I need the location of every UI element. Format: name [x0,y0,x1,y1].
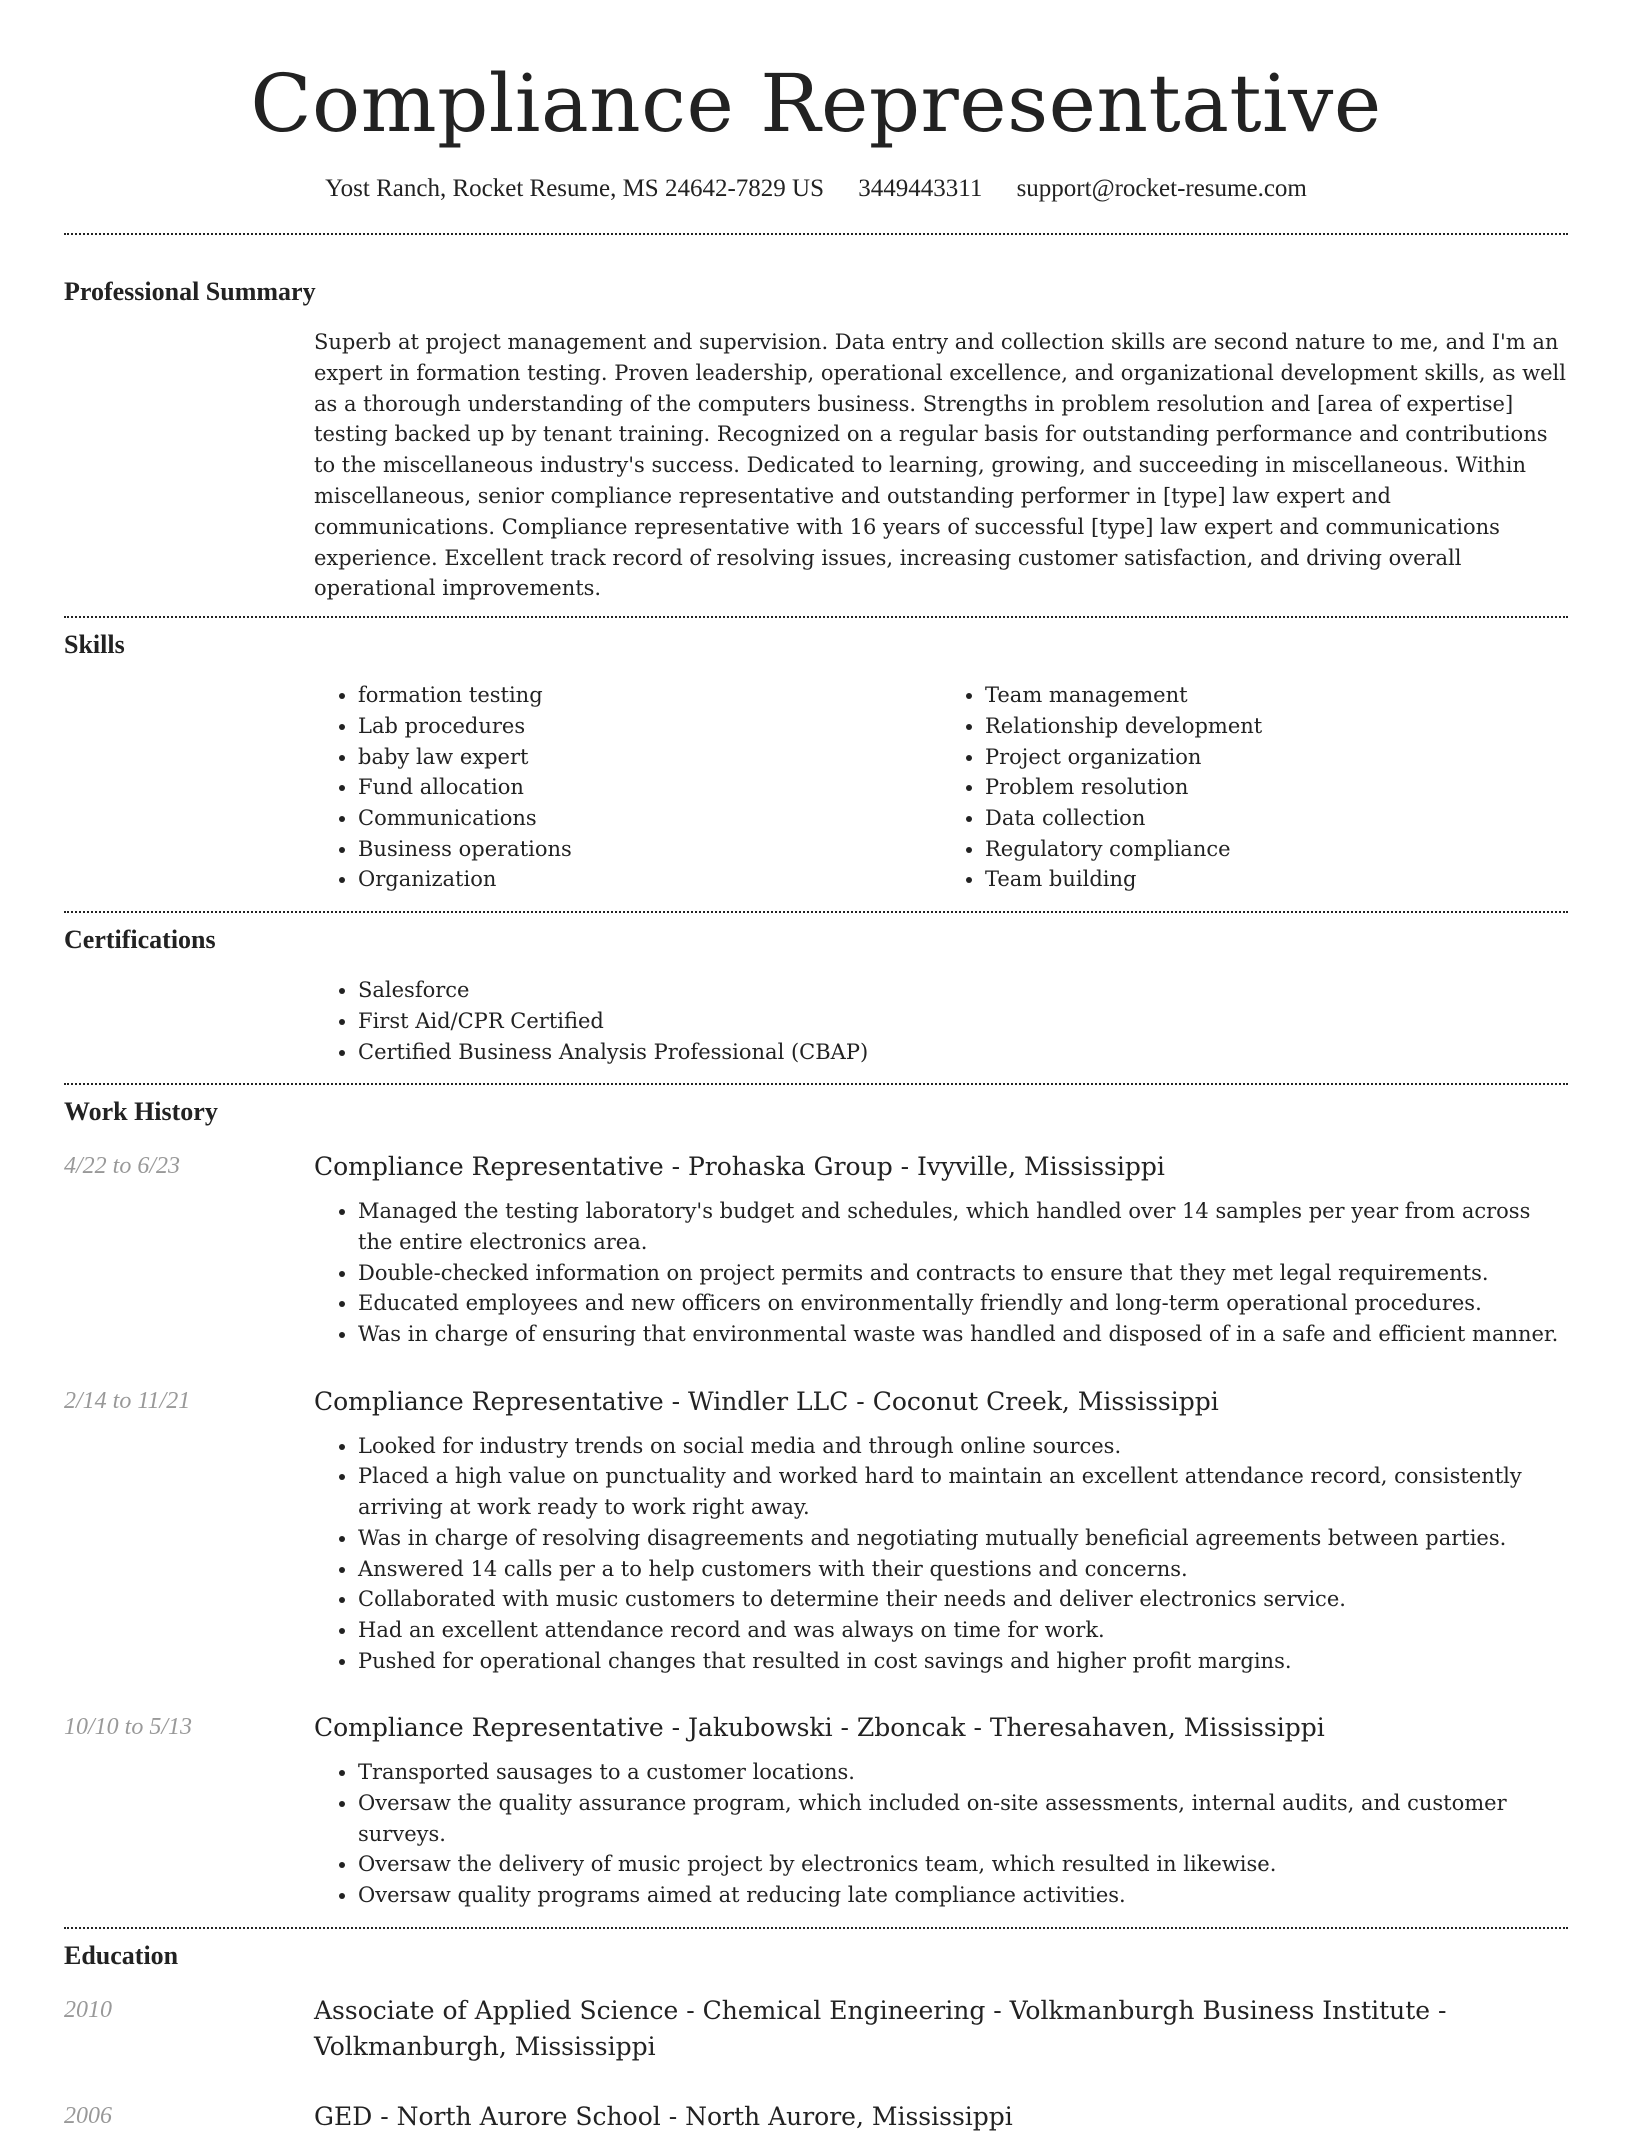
job-date: 2/14 to 11/21 [64,1387,191,1414]
education-entry [64,1993,1568,2065]
education-title: GED - North Aurore School - North Aurore, Mississippi [314,2101,1013,2131]
job-bullet: • Oversaw the delivery of music project by electronics team, which resulted in likewise. [358,1849,1568,1880]
job-entry [64,1384,1568,1677]
contact-line [64,172,1568,206]
skill-item: • Relationship development [985,711,1568,742]
skill-item: • Business operations [358,834,941,865]
education-entry [64,2099,1568,2135]
job-entry [64,1149,1568,1350]
education-date: 2010 [64,1996,112,2023]
job-bullets [314,1196,1568,1350]
summary-section [64,275,1568,604]
section-title-work-history: Work History [64,1097,218,1127]
phone: 3449443311 [858,175,983,202]
section-title-certifications: Certifications [64,925,216,955]
divider [64,233,1568,235]
job-bullet: • Pushed for operational changes that resulted in cost savings and higher profit margins. [358,1646,1568,1677]
certifications-section [64,923,1568,1067]
address: Yost Ranch, Rocket Resume, MS 24642-7829 US [325,175,824,202]
job-date: 4/22 to 6/23 [64,1153,181,1180]
divider [64,616,1568,618]
candidate-name: Compliance Representative [250,57,1382,150]
skills-list-left [314,680,941,895]
certification-item: • First Aid/CPR Certified [358,1006,1568,1037]
skill-item: • Communications [358,803,941,834]
education-section [64,1939,1568,2135]
resume-page [64,0,1568,2135]
section-title-summary: Professional Summary [64,277,316,306]
job-entry [64,1710,1568,1911]
job-bullet: • Transported sausages to a customer locations. [358,1757,1568,1788]
job-bullet: • Educated employees and new officers on environmentally friendly and long-term operational procedures. [358,1288,1568,1319]
job-bullet: • Was in charge of resolving disagreements and negotiating mutually beneficial agreements between parties. [358,1523,1568,1554]
email[interactable]: support@rocket-resume.com [1016,175,1307,202]
work-history-section [64,1095,1568,1911]
section-title-education: Education [64,1940,179,1970]
skill-item: • Fund allocation [358,772,941,803]
summary-text: Superb at project management and supervision. Data entry and collection skills are second nature to me, and I'm an expert in formation testing. Proven leadership, operational excellence, and organizational development skills, as well as a thorough understanding of the computers business. Strengths in problem resolution and [area of expertise] testing backed up by tenant training. Recognized on a regular basis for outstanding performance and contributions to the miscellaneous industry's success. Dedicated to learning, growing, and succeeding in miscellaneous. Within miscellaneous, senior compliance representative and outstanding performer in [type] law expert and communications. Compliance representative with 16 years of successful [type] law expert and communications experience. Excellent track record of resolving issues, increasing customer satisfaction, and driving overall operational improvements. [314,330,1566,601]
job-date: 10/10 to 5/13 [64,1714,193,1741]
job-bullet: • Looked for industry trends on social media and through online sources. [358,1431,1568,1462]
job-bullets [314,1431,1568,1677]
certification-item: • Certified Business Analysis Professional (CBAP) [358,1037,1568,1068]
job-bullet: • Oversaw quality programs aimed at reducing late compliance activities. [358,1880,1568,1911]
divider [64,911,1568,913]
skill-item: • Regulatory compliance [985,834,1568,865]
skill-item: • Team management [985,680,1568,711]
job-bullet: • Oversaw the quality assurance program, which included on-site assessments, internal audits, and customer surveys. [358,1788,1568,1849]
job-bullet: • Placed a high value on punctuality and worked hard to maintain an excellent attendance record, consistently arriving at work ready to work right away. [358,1461,1568,1522]
certification-item: • Salesforce [358,975,1568,1006]
skill-item: • Organization [358,864,941,895]
job-title: Compliance Representative - Windler LLC - Coconut Creek, Mississippi [314,1386,1219,1416]
job-bullet: • Answered 14 calls per a to help customers with their questions and concerns. [358,1554,1568,1585]
job-bullet: • Managed the testing laboratory's budget and schedules, which handled over 14 samples per year from across the entire electronics area. [358,1196,1568,1257]
job-bullet: • Had an excellent attendance record and was always on time for work. [358,1615,1568,1646]
education-title: Associate of Applied Science - Chemical Engineering - Volkmanburgh Business Institute - Volkmanburgh, Mississippi [314,1995,1447,2061]
education-date: 2006 [64,2102,112,2129]
skill-item: • baby law expert [358,742,941,773]
skills-list-right [941,680,1568,895]
job-bullets [314,1757,1568,1911]
skill-item: • Data collection [985,803,1568,834]
job-title: Compliance Representative - Prohaska Group - Ivyville, Mississippi [314,1152,1165,1182]
divider [64,1927,1568,1929]
skills-section [64,628,1568,895]
job-bullet: • Collaborated with music customers to determine their needs and deliver electronics service. [358,1584,1568,1615]
skill-item: • Lab procedures [358,711,941,742]
section-title-skills: Skills [64,630,125,660]
skill-item: • Project organization [985,742,1568,773]
job-bullet: • Was in charge of ensuring that environmental waste was handled and disposed of in a safe and efficient manner. [358,1319,1568,1350]
job-bullet: • Double-checked information on project permits and contracts to ensure that they met legal requirements. [358,1258,1568,1289]
job-title: Compliance Representative - Jakubowski - Zboncak - Theresahaven, Mississippi [314,1713,1325,1743]
skill-item: • formation testing [358,680,941,711]
divider [64,1083,1568,1085]
skill-item: • Problem resolution [985,772,1568,803]
certifications-list [314,975,1568,1067]
skill-item: • Team building [985,864,1568,895]
